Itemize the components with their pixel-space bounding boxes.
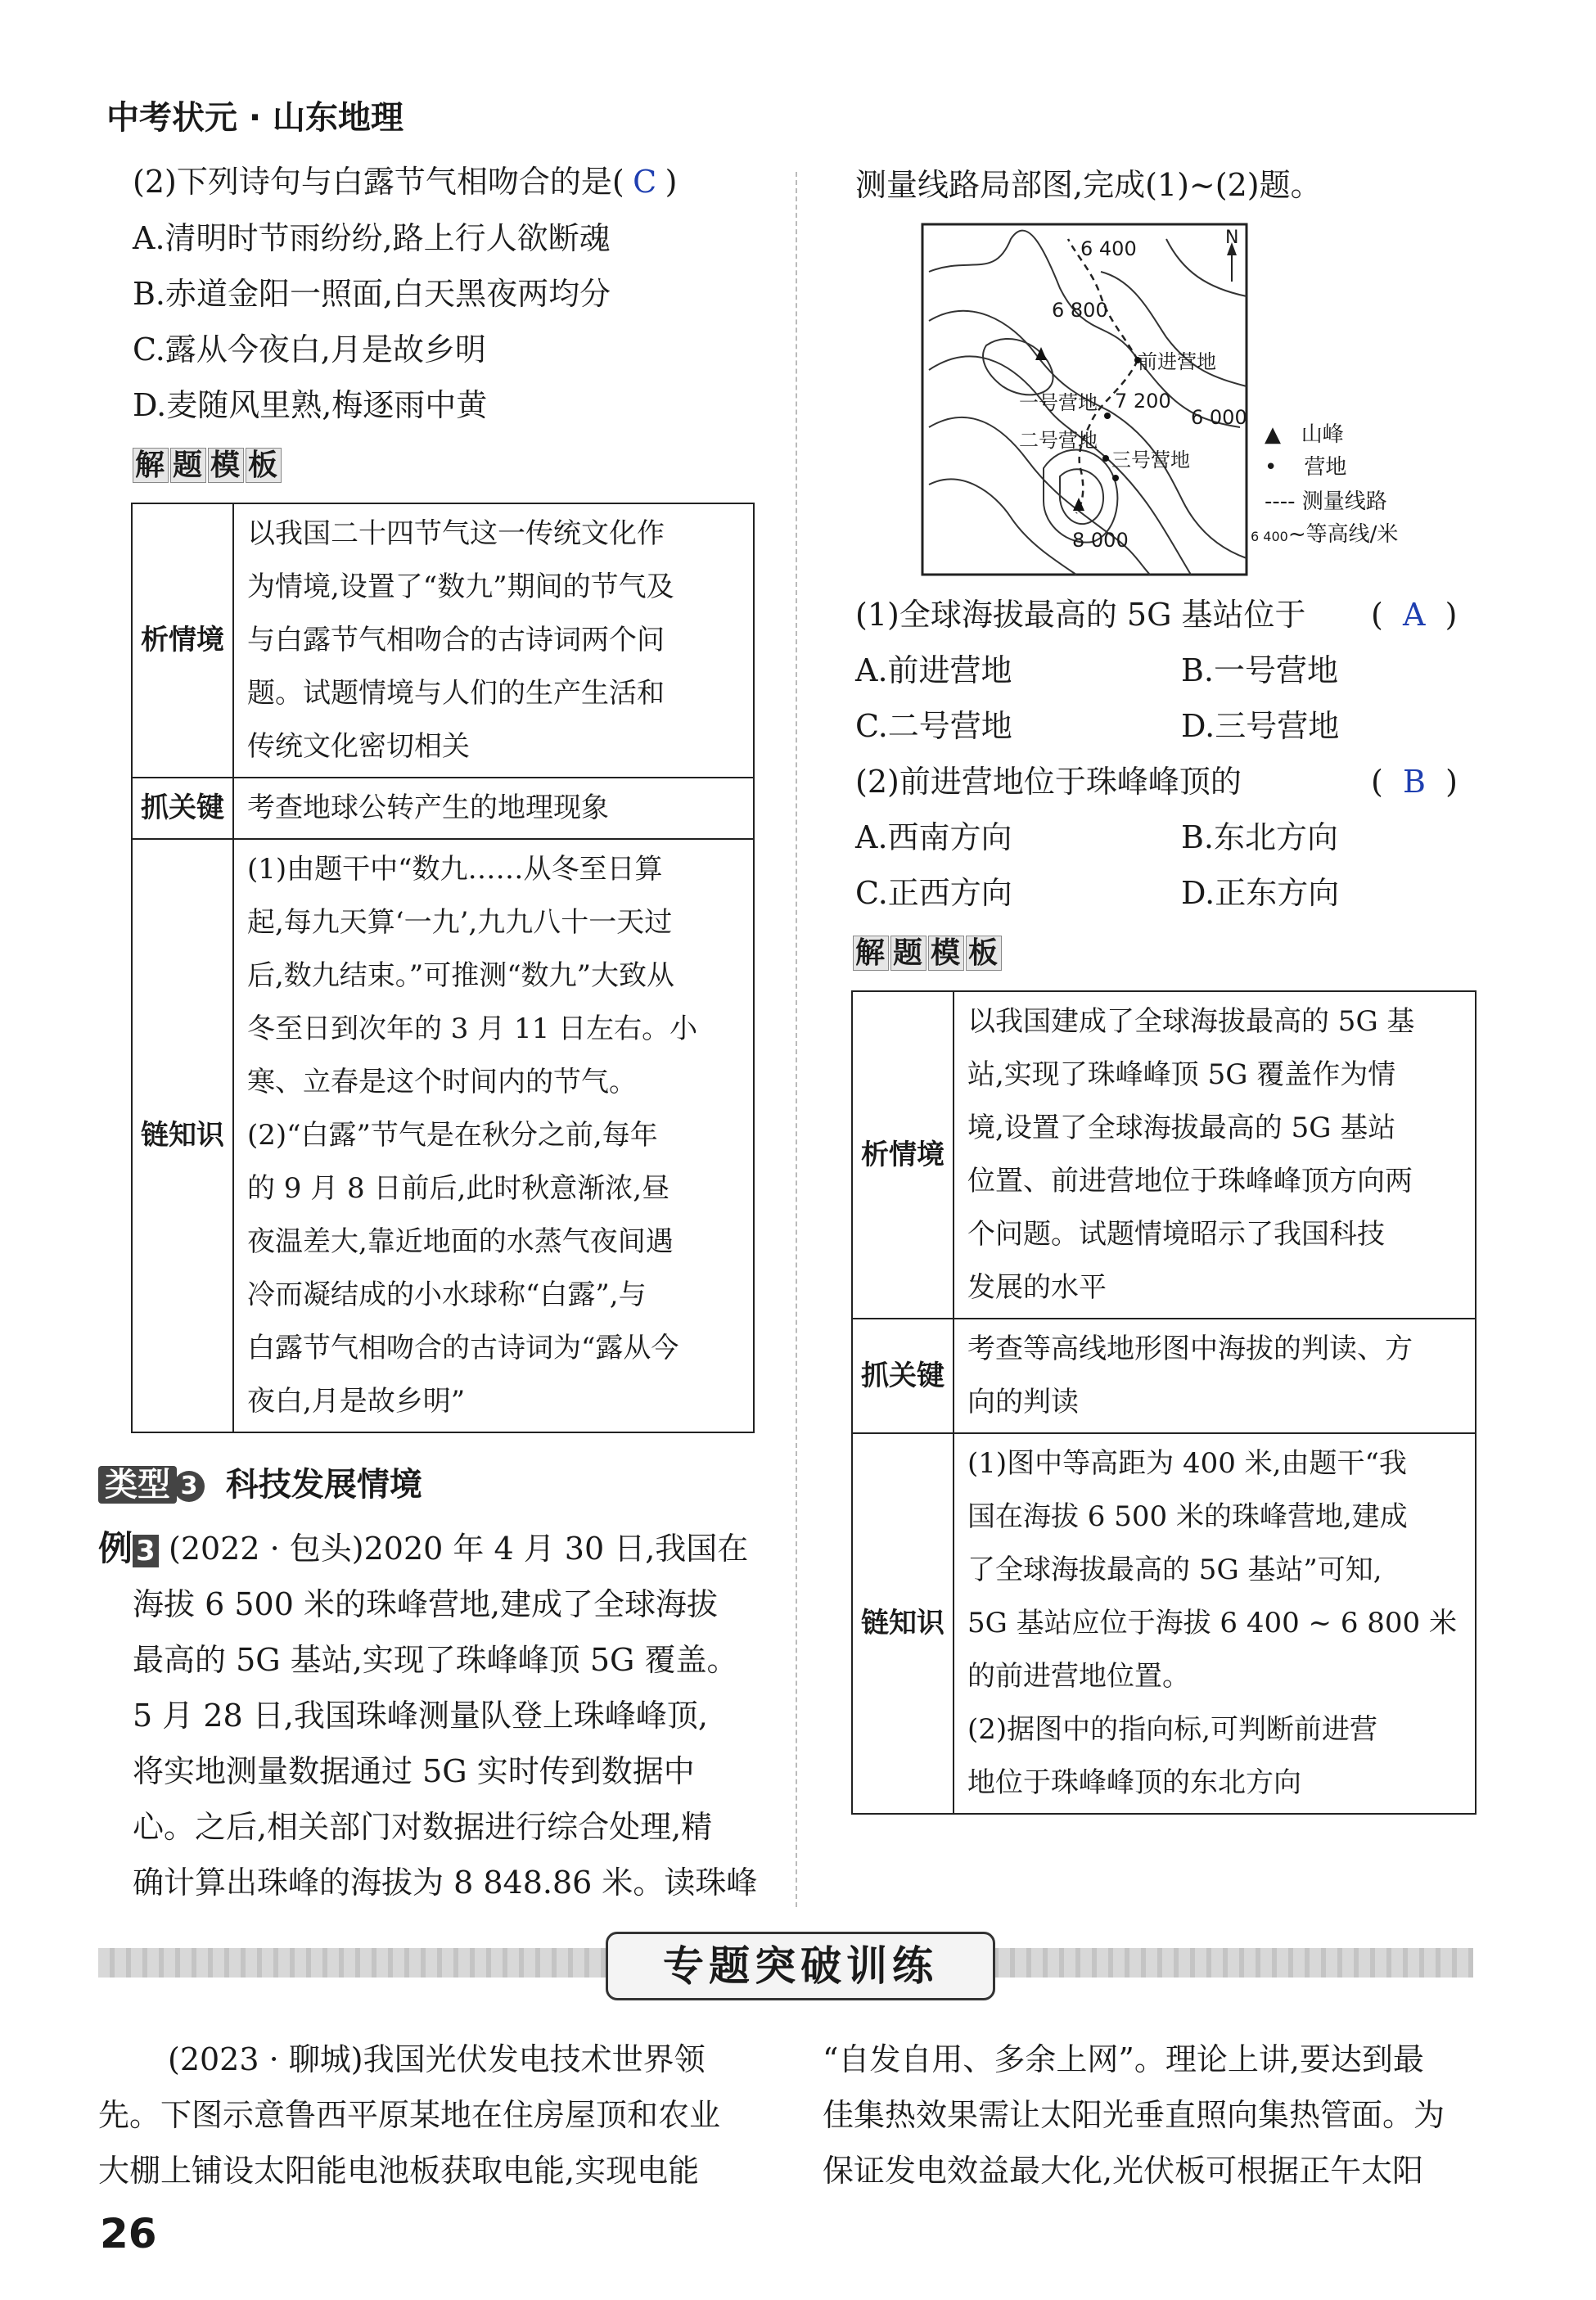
map-intro: 测量线路局部图,完成(1)~(2)题。 [855,167,1322,203]
running-header: 中考状元 · 山东地理 [106,99,404,137]
right-q2-option-d: D.正东方向 [1181,875,1340,911]
camp-dot-icon: • [1265,455,1278,480]
row-content: (1)由题干中“数九……从冬至日算 起,每九天算‘一九’,九九八十一天过 后,数九结束。”可推测“数九”大致从 冬至日到次年的 3 月 11 日左右。小 寒、立春是这个时间内的节气。 (2)“白露”节气是在秋分之前,每年 的 9 月 8 日前后,此时秋意渐浓,昼 夜温差大,靠近地面的水蒸气夜间遇 冷而凝结成的小水球称“白露”,与 白露节气相吻合的古诗词为“露从今 夜白,月是故乡明” [233,839,754,1432]
example-line: (2022 · 包头)2020 年 4 月 30 日,我国在 [169,1531,749,1567]
row-head: 析情境 [852,991,954,1319]
row-head: 析情境 [132,503,233,778]
map-contour-label-6400: 6 400 [1080,237,1137,260]
right-q2-option-b: B.东北方向 [1181,819,1339,855]
row-head: 链知识 [132,839,233,1432]
example-line: 5 月 28 日,我国珠峰测量队登上珠峰峰顶, [133,1698,708,1734]
right-q2-stem: (2)前进营地位于珠峰峰顶的 [855,764,1242,800]
table-row [852,1433,1476,1814]
bottom-right-line: 佳集热效果需让太阳光垂直照向集热管面。为 [823,2097,1445,2133]
right-q1-option-d: D.三号营地 [1181,708,1340,744]
left-q2-stem: (2)下列诗句与白露节气相吻合的是( C ) [133,160,677,203]
row-content: 以我国建成了全球海拔最高的 5G 基 站,实现了珠峰峰顶 5G 覆盖作为情 境,设置了全球海拔最高的 5G 基站 位置、前进营地位于珠峰峰顶方向两 个问题。试题情境昭示了我国科技 发展的水平 [954,991,1476,1319]
row-head: 抓关键 [132,778,233,839]
legend-camp: • 营地 [1265,455,1347,480]
row-content: 以我国二十四节气这一传统文化作 为情境,设置了“数九”期间的节气及 与白露节气相吻合的古诗词两个问 题。试题情境与人们的生产生活和 传统文化密切相关 [233,503,754,778]
table-row [132,503,754,778]
row-content: (1)图中等高距为 400 米,由题干“我 国在海拔 6 500 米的珠峰营地,建成 了全球海拔最高的 5G 基站”可知, 5G 基站应位于海拔 6 400 ~ 6 800 米 的前进营地位置。 (2)据图中的指向标,可判断前进营 地位于珠峰峰顶的东北方向 [954,1433,1476,1814]
left-q2-option-d: D.麦随风里熟,梅逐雨中黄 [133,387,488,423]
left-q2-option-b: B.赤道金阳一照面,白天黑夜两均分 [133,276,611,312]
map-contour-label-8000: 8 000 [1072,529,1129,552]
right-q1-answer-bracket: ( A ) [1371,597,1458,633]
contour-sample: 6 400 [1251,529,1288,544]
right-q1-option-a: A.前进营地 [855,652,1012,688]
map-camp-1: 一号营地 [1019,391,1098,414]
legend-peak: ▲ 山峰 [1265,422,1344,447]
right-q1-option-b: B.一号营地 [1181,652,1339,688]
right-template-label: 解 题 模 板 [853,930,1003,972]
right-q1-option-c: C.二号营地 [855,708,1012,744]
peak-icon: ▲ [1265,422,1281,447]
column-divider [796,172,797,1907]
example-line: 将实地测量数据通过 5G 实时传到数据中 [133,1753,695,1789]
bottom-left-line: 先。下图示意鲁西平原某地在住房屋顶和农业 [98,2097,721,2133]
table-row [132,778,754,839]
table-row [852,991,1476,1319]
left-q2-option-a: A.清明时节雨纷纷,路上行人欲断魂 [133,220,611,256]
dashed-line-icon: ---- [1265,489,1296,514]
table-row [132,839,754,1432]
left-template-label: 解 题 模 板 [133,442,283,484]
map-camp-2: 二号营地 [1019,429,1098,452]
map-camp-3: 三号营地 [1111,449,1190,471]
right-q2-option-c: C.正西方向 [855,875,1012,911]
map-contour-label-6000: 6 000 [1191,406,1247,429]
example-line: 心。之后,相关部门对数据进行综合处理,精 [133,1809,713,1845]
type-3-heading: 类型 3 科技发展情境 [98,1459,422,1505]
bottom-right-line: “自发自用、多余上网”。理论上讲,要达到最 [823,2041,1424,2077]
right-q1-answer: A [1402,597,1426,633]
left-template-table [131,503,755,1433]
left-q2-answer: C [633,164,657,200]
map-north-arrow-label: N [1225,228,1239,248]
section-title: 专题突破训练 [606,1932,995,2000]
example-line: 海拔 6 500 米的珠峰营地,建成了全球海拔 [133,1586,719,1622]
bottom-left-line: (2023 · 聊城)我国光伏发电技术世界领 [168,2041,706,2077]
example-marker: 例 3 [98,1527,159,1572]
bottom-left-line: 大棚上铺设太阳能电池板获取电能,实现电能 [98,2153,700,2189]
table-row [852,1319,1476,1433]
page-number: 26 [100,2210,157,2257]
right-template-table [851,990,1477,1815]
row-content: 考查等高线地形图中海拔的判读、方 向的判读 [954,1319,1476,1433]
example-line: 最高的 5G 基站,实现了珠峰峰顶 5G 覆盖。 [133,1642,738,1678]
row-head: 链知识 [852,1433,954,1814]
row-head: 抓关键 [852,1319,954,1433]
legend-route: ---- 测量线路 [1265,489,1387,514]
right-q2-answer: B [1402,764,1426,800]
right-q1-stem: (1)全球海拔最高的 5G 基站位于 [855,597,1306,633]
row-content: 考查地球公转产生的地理现象 [233,778,754,839]
left-q2-option-c: C.露从今夜白,月是故乡明 [133,331,486,368]
map-contour-label-6800: 6 800 [1052,299,1108,322]
legend-contour: 6 400~等高线/米 [1251,522,1399,547]
example-line: 确计算出珠峰的海拔为 8 848.86 米。读珠峰 [133,1865,758,1901]
right-q2-option-a: A.西南方向 [855,819,1012,855]
map-camp-advance: 前进营地 [1138,350,1216,373]
bottom-right-line: 保证发电效益最大化,光伏板可根据正午太阳 [823,2153,1424,2189]
map-contour-label-7200: 7 200 [1115,390,1171,413]
right-q2-answer-bracket: ( B ) [1371,764,1458,800]
